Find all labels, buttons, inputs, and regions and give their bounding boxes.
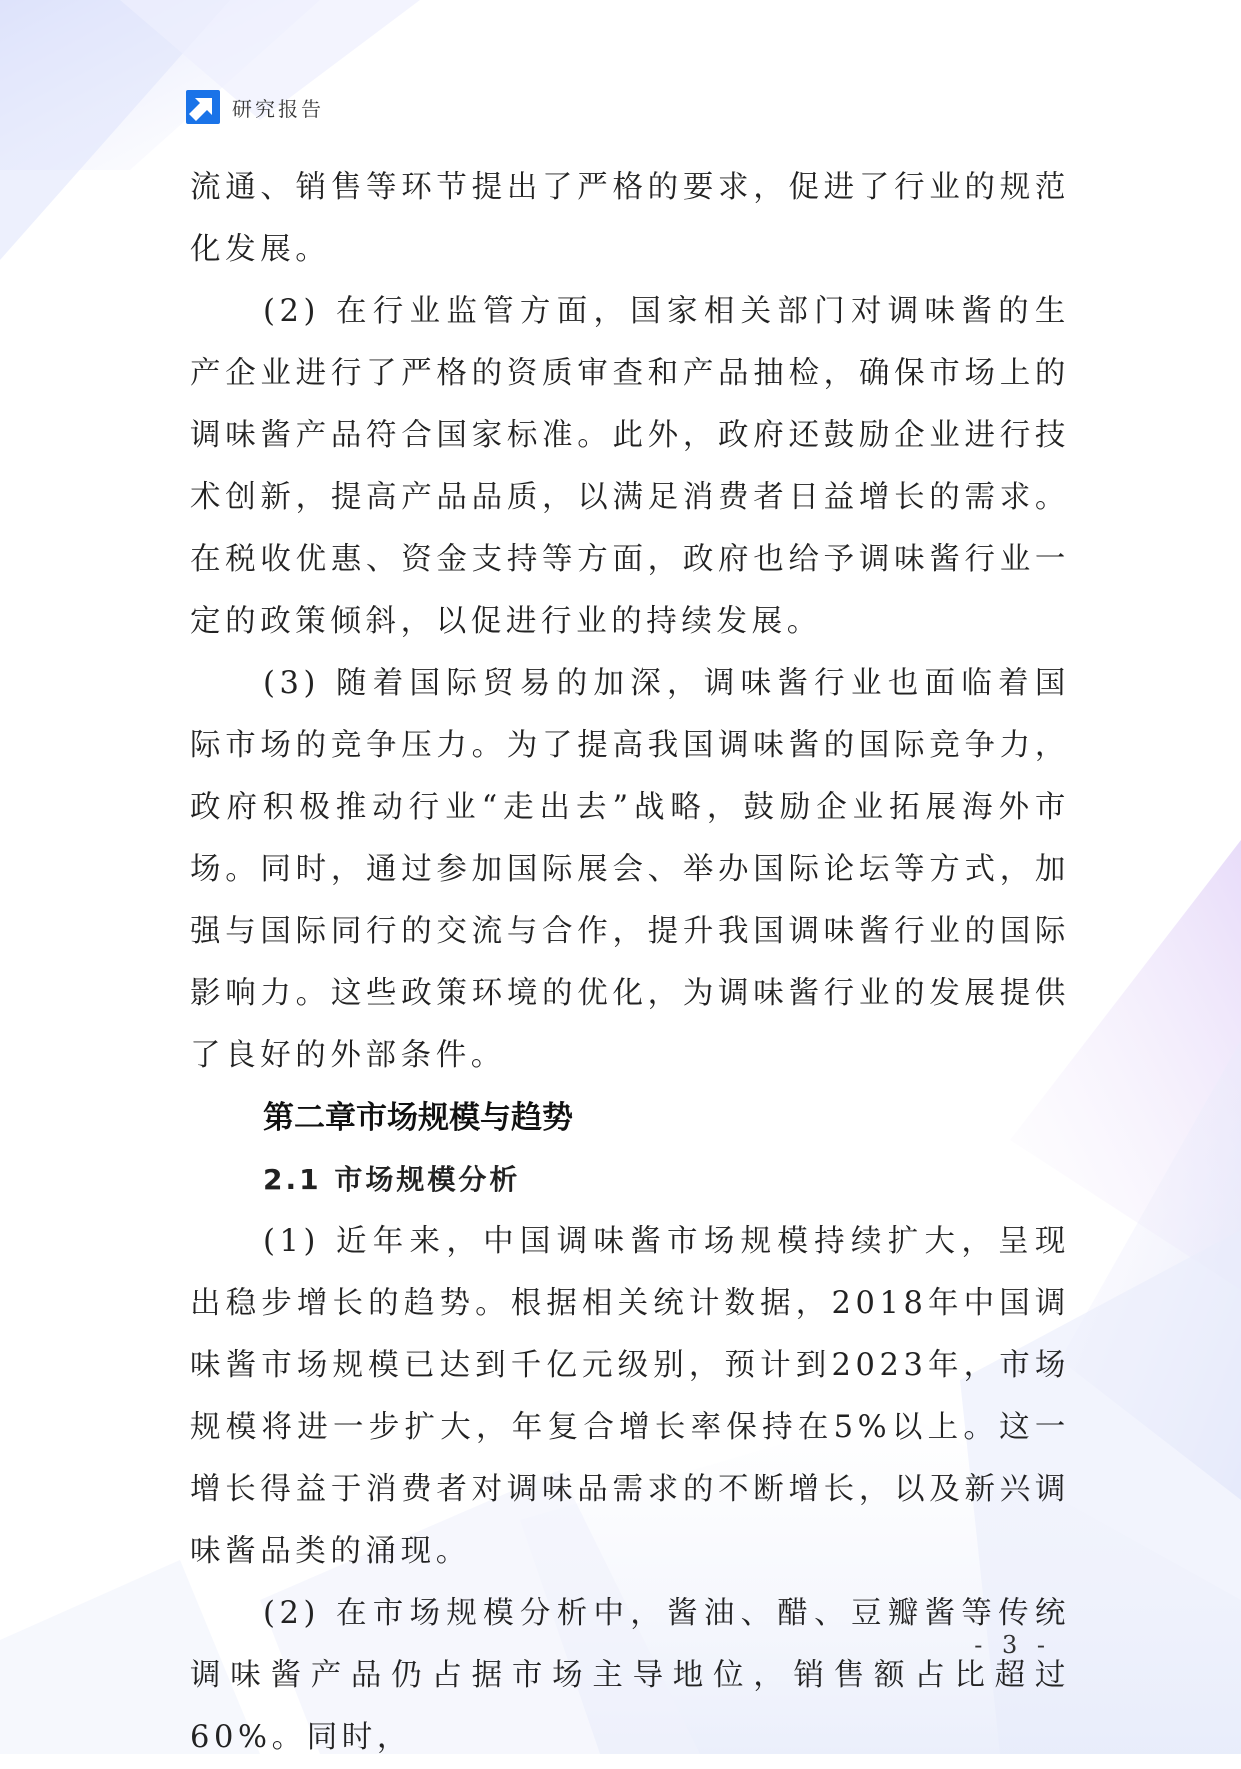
paragraph: (3) 随着国际贸易的加深，调味酱行业也面临着国际市场的竞争压力。为了提高我国调味酱的国际竞争力，政府积极推动行业“走出去”战略，鼓励企业拓展海外市场。同时，通过参加国际展会、举办国际论坛等方式，加强与国际同行的交流与合作，提升我国调味酱行业的国际影响力。这些政策环境的优化，为调味酱行业的发展提供了良好的外部条件。 bbox=[190, 666, 1070, 1073]
paragraph: 流通、销售等环节提出了严格的要求，促进了行业的规范化发展。 bbox=[190, 170, 1070, 267]
header-title: 研究报告 bbox=[232, 96, 324, 121]
paragraph: (1) 近年来，中国调味酱市场规模持续扩大，呈现出稳步增长的趋势。根据相关统计数据，2018年中国调味酱市场规模已达到千亿元级别，预计到2023年，市场规模将进一步扩大，年复合增长率保持在5%以上。这一增长得益于消费者对调味品需求的不断增长，以及新兴调味酱品类的涌现。 bbox=[190, 1224, 1070, 1569]
header bbox=[186, 90, 324, 124]
document-body bbox=[190, 157, 1070, 1769]
arrow-logo-icon bbox=[186, 90, 220, 124]
page-number: - 3 - bbox=[974, 1631, 1051, 1659]
paragraph: (2) 在市场规模分析中，酱油、醋、豆瓣酱等传统调味酱产品仍占据市场主导地位，销售额占比超过60%。同时， bbox=[190, 1596, 1070, 1755]
paragraph: (2) 在行业监管方面，国家相关部门对调味酱的生产企业进行了严格的资质审查和产品抽检，确保市场上的调味酱产品符合国家标准。此外，政府还鼓励企业进行技术创新，提高产品品质，以满足消费者日益增长的需求。在税收优惠、资金支持等方面，政府也给予调味酱行业一定的政策倾斜，以促进行业的持续发展。 bbox=[190, 294, 1070, 639]
chapter-heading: 第二章市场规模与趋势 bbox=[263, 1100, 573, 1136]
section-heading: 2.1 市场规模分析 bbox=[263, 1163, 521, 1196]
